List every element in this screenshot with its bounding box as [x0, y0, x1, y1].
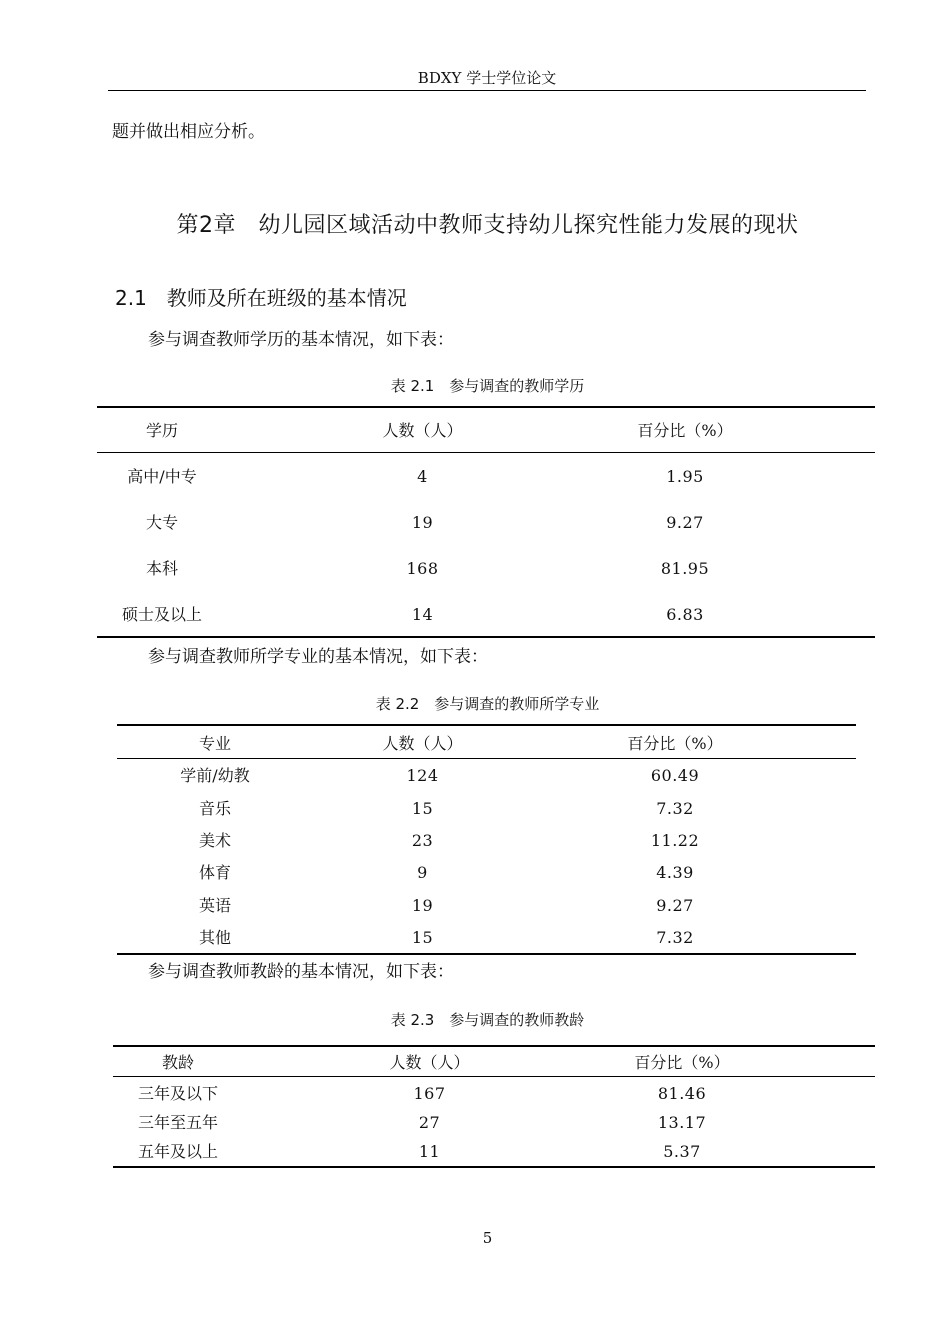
table2-cell-percent: 7.32	[656, 799, 694, 818]
section-title: 2.1 教师及所在班级的基本情况	[115, 286, 407, 310]
table1-cell-education: 硕士及以上	[121, 605, 202, 624]
table1-bottom-rule	[97, 636, 875, 638]
table1-header-rule	[97, 452, 875, 453]
table1-header-cell: 学历	[145, 421, 178, 440]
table3-header-rule	[113, 1076, 875, 1077]
table1-cell-count: 19	[411, 513, 434, 532]
table2-cell-major: 英语	[198, 896, 231, 915]
table2-cell-count: 15	[411, 928, 434, 947]
table1-caption: 表 2.1 参与调查的教师学历	[390, 377, 585, 395]
table2-cell-count: 23	[411, 831, 434, 850]
table2-cell-percent: 9.27	[656, 896, 694, 915]
table1-cell-percent: 9.27	[666, 513, 704, 532]
table1-cell-percent: 6.83	[666, 605, 704, 624]
table2-cell-major: 其他	[198, 928, 231, 947]
table3-cell-years: 三年及以下	[137, 1084, 218, 1103]
table2-bottom-rule	[117, 953, 856, 955]
table2-intro: 参与调查教师所学专业的基本情况，如下表：	[148, 647, 488, 667]
table3-cell-count: 27	[418, 1113, 441, 1132]
table3-cell-count: 167	[413, 1084, 446, 1103]
table2-header-cell: 人数（人）	[382, 734, 463, 753]
table3-cell-percent: 81.46	[657, 1084, 707, 1103]
table3-cell-years: 五年及以上	[137, 1142, 218, 1161]
table3-top-rule	[113, 1045, 875, 1047]
table3-header-cell: 教龄	[161, 1053, 194, 1072]
page-number: 5	[482, 1229, 493, 1247]
table2-caption: 表 2.2 参与调查的教师所学专业	[375, 695, 600, 713]
table2-cell-major: 体育	[198, 863, 231, 882]
table1-cell-education: 本科	[145, 559, 178, 578]
table3-cell-percent: 5.37	[663, 1142, 701, 1161]
table2-cell-percent: 4.39	[656, 863, 694, 882]
table1-header-cell: 百分比（%）	[637, 421, 733, 440]
table1-cell-education: 高中/中专	[127, 467, 197, 486]
table1-cell-count: 4	[417, 467, 428, 486]
table3-intro: 参与调查教师教龄的基本情况，如下表：	[148, 962, 454, 982]
table1-cell-education: 大专	[145, 513, 178, 532]
table2-cell-percent: 7.32	[656, 928, 694, 947]
table2-cell-count: 15	[411, 799, 434, 818]
table2-cell-count: 19	[411, 896, 434, 915]
table2-cell-major: 美术	[198, 831, 231, 850]
running-header: BDXY 学士学位论文	[417, 69, 557, 87]
table1-top-rule	[97, 406, 875, 408]
table3-caption: 表 2.3 参与调查的教师教龄	[390, 1011, 585, 1029]
table2-header-cell: 专业	[198, 734, 231, 753]
table3-header-cell: 人数（人）	[389, 1053, 470, 1072]
header-rule	[108, 90, 866, 91]
table2-cell-major: 学前/幼教	[180, 766, 250, 785]
table3-bottom-rule	[113, 1166, 875, 1168]
intro-fragment: 题并做出相应分析。	[112, 122, 265, 142]
table2-header-rule	[117, 758, 856, 759]
table2-cell-major: 音乐	[198, 799, 231, 818]
table1-intro: 参与调查教师学历的基本情况，如下表：	[148, 330, 454, 350]
table3-cell-count: 11	[418, 1142, 441, 1161]
table2-header-cell: 百分比（%）	[627, 734, 723, 753]
table3-cell-years: 三年至五年	[137, 1113, 218, 1132]
table1-cell-percent: 1.95	[666, 467, 704, 486]
table1-cell-count: 14	[411, 605, 434, 624]
table1-header-cell: 人数（人）	[382, 421, 463, 440]
table2-cell-percent: 60.49	[650, 766, 700, 785]
table1-cell-percent: 81.95	[660, 559, 710, 578]
table1-cell-count: 168	[406, 559, 439, 578]
table2-cell-count: 9	[417, 863, 428, 882]
table3-cell-percent: 13.17	[657, 1113, 707, 1132]
chapter-title: 第2章 幼儿园区域活动中教师支持幼儿探究性能力发展的现状	[176, 213, 799, 238]
table2-cell-count: 124	[406, 766, 439, 785]
table2-cell-percent: 11.22	[650, 831, 700, 850]
table2-top-rule	[117, 724, 856, 726]
table3-header-cell: 百分比（%）	[634, 1053, 730, 1072]
